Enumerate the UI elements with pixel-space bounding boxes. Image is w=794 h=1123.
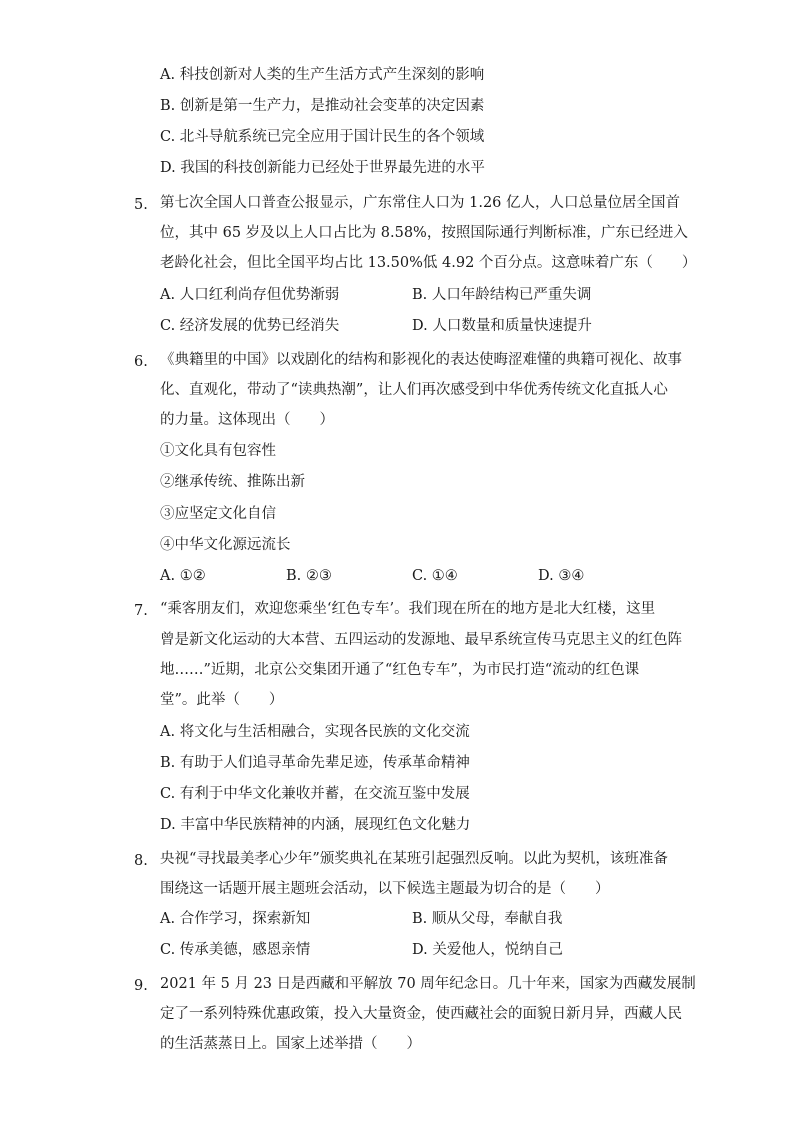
q7-number: 7.	[134, 603, 148, 619]
q8-option-a[interactable]: A. 合作学习，探索新知	[160, 911, 311, 927]
q6-option-b[interactable]: B. ②③	[286, 568, 332, 584]
q9-stem-line: 定了一系列特殊优惠政策，投入大量资金，使西藏社会的面貌日新月异，西藏人民	[160, 1006, 682, 1022]
q5-option-c[interactable]: C. 经济发展的优势已经消失	[160, 318, 340, 334]
q5-stem-line: 第七次全国人口普查公报显示，广东常住人口为 1.26 亿人，人口总量位居全国首	[160, 195, 681, 211]
q7-option-b[interactable]: B. 有助于人们追寻革命先辈足迹，传承革命精神	[160, 755, 470, 771]
q6-option-c[interactable]: C. ①④	[412, 568, 458, 584]
q7-option-d[interactable]: D. 丰富中华民族精神的内涵，展现红色文化魅力	[160, 817, 471, 833]
q7-stem-line: “乘客朋友们，欢迎您乘坐‘红色专车’。我们现在所在的地方是北大红楼，这里	[160, 601, 656, 617]
q6-item: ④中华文化源远流长	[160, 537, 291, 553]
q5-option-b[interactable]: B. 人口年龄结构已严重失调	[412, 287, 592, 303]
q8-stem-line: 央视“寻找最美孝心少年”颁奖典礼在某班引起强烈反响。以此为契机，该班准备	[160, 851, 668, 867]
q8-number: 8.	[134, 853, 148, 869]
q7-stem-line: 曾是新文化运动的大本营、五四运动的发源地、最早系统宣传马克思主义的红色阵	[160, 632, 682, 648]
q8-stem-line: 围绕这一话题开展主题班会活动，以下候选主题最为切合的是（ ）	[160, 881, 610, 897]
q9-number: 9.	[134, 978, 148, 994]
q4-option-c[interactable]: C. 北斗导航系统已完全应用于国计民生的各个领域	[160, 129, 485, 145]
q6-option-d[interactable]: D. ③④	[538, 568, 585, 584]
q7-stem-line: 堂”。此举（ ）	[160, 692, 284, 708]
q7-stem-line: 地……”近期，北京公交集团开通了“红色专车”，为市民打造“流动的红色课	[160, 662, 640, 678]
q6-option-a[interactable]: A. ①②	[160, 568, 206, 584]
q4-option-d[interactable]: D. 我国的科技创新能力已经处于世界最先进的水平	[160, 160, 485, 176]
q6-stem-line: 《典籍里的中国》以戏剧化的结构和影视化的表达使晦涩难懂的典籍可视化、故事	[160, 352, 682, 368]
q8-option-b[interactable]: B. 顺从父母，奉献自我	[412, 911, 563, 927]
q5-stem-line: 老龄化社会，但比全国平均占比 13.50%低 4.92 个百分点。这意味着广东（ ）	[160, 255, 697, 271]
q6-item: ①文化具有包容性	[160, 443, 276, 459]
q7-option-c[interactable]: C. 有利于中华文化兼收并蓄，在交流互鉴中发展	[160, 786, 470, 802]
q4-option-b[interactable]: B. 创新是第一生产力，是推动社会变革的决定因素	[160, 98, 485, 114]
q8-option-c[interactable]: C. 传承美德，感恩亲情	[160, 942, 311, 958]
q4-option-a[interactable]: A. 科技创新对人类的生产生活方式产生深刻的影响	[160, 67, 485, 83]
q5-stem-line: 位，其中 65 岁及以上人口占比为 8.58%，按照国际通行判断标准，广东已经进入	[160, 225, 688, 241]
q7-option-a[interactable]: A. 将文化与生活相融合，实现各民族的文化交流	[160, 724, 470, 740]
q6-stem-line: 的力量。这体现出（ ）	[160, 412, 334, 428]
q6-number: 6.	[134, 354, 148, 370]
q5-option-d[interactable]: D. 人口数量和质量快速提升	[412, 318, 592, 334]
q6-item: ②继承传统、推陈出新	[160, 474, 305, 490]
q8-option-d[interactable]: D. 关爱他人，悦纳自己	[412, 942, 563, 958]
q5-option-a[interactable]: A. 人口红利尚存但优势渐弱	[160, 287, 340, 303]
q9-stem-line: 2021 年 5 月 23 日是西藏和平解放 70 周年纪念日。几十年来，国家为西藏发展制	[160, 976, 696, 992]
q5-number: 5.	[134, 197, 148, 213]
q6-stem-line: 化、直观化，带动了“读典热潮”，让人们再次感受到中华优秀传统文化直抵人心	[160, 382, 668, 398]
q9-stem-line: 的生活蒸蒸日上。国家上述举措（ ）	[160, 1036, 421, 1052]
q6-item: ③应坚定文化自信	[160, 506, 276, 522]
